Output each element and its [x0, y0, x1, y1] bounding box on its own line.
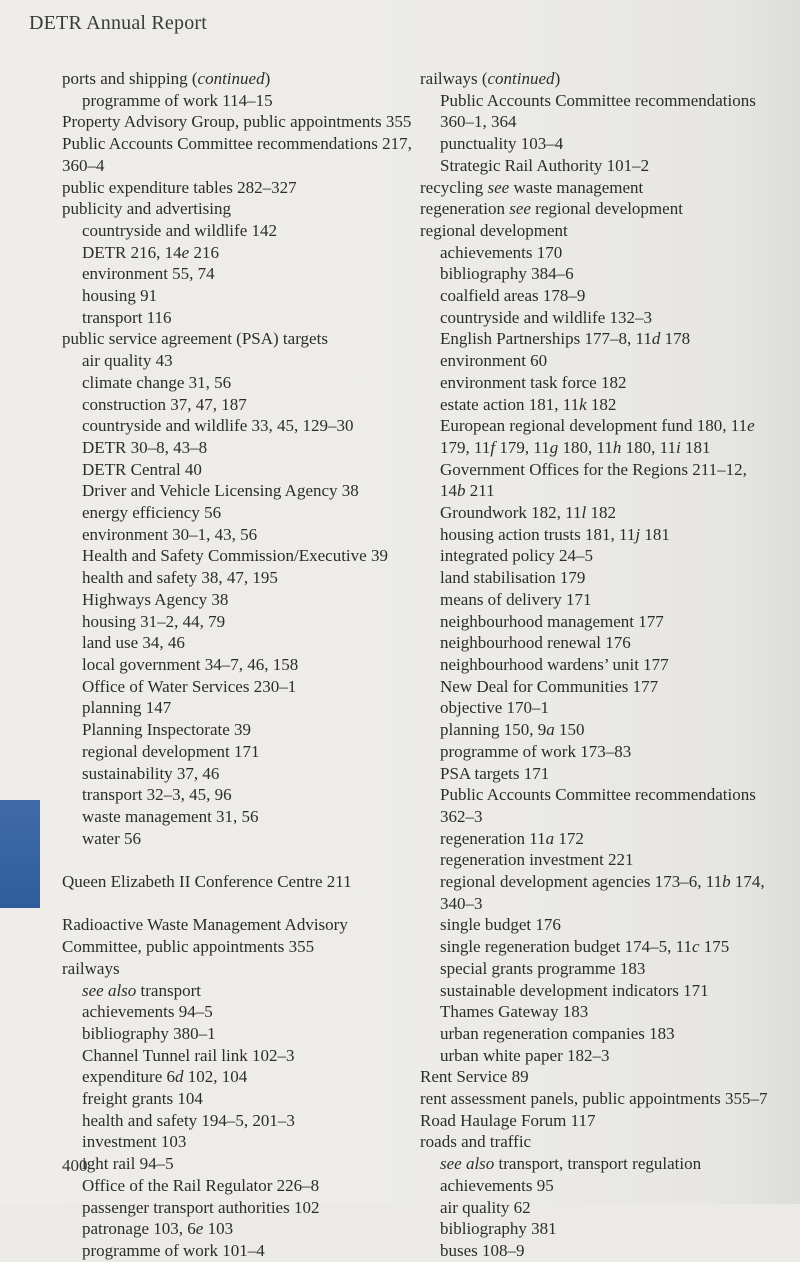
index-column-left: [62, 68, 412, 1262]
index-subentry: objective 170–1: [440, 698, 550, 718]
index-subentry: energy efficiency 56: [82, 503, 222, 523]
index-subentry: achievements 95: [440, 1175, 554, 1195]
index-spacer: [62, 893, 412, 915]
index-entry: railways (continued): [420, 69, 561, 88]
index-subentry: regional development 171: [82, 741, 260, 761]
section-tab-marker: [0, 800, 40, 908]
index-subentry: programme of work 101–4: [82, 1240, 265, 1260]
index-subentry: environment 30–1, 43, 56: [82, 524, 258, 544]
index-subentry: passenger transport authorities 102: [82, 1197, 320, 1217]
index-subentry: Channel Tunnel rail link 102–3: [82, 1045, 295, 1065]
index-spacer: [62, 849, 412, 871]
index-subentry: 360–1, 364: [440, 112, 517, 132]
index-entry: Rent Service 89: [420, 1067, 529, 1087]
index-subentry: DETR 30–8, 43–8: [82, 437, 208, 457]
index-subentry: water 56: [82, 828, 142, 848]
index-subentry: air quality 62: [440, 1197, 531, 1217]
index-subentry: coalfield areas 178–9: [440, 286, 586, 306]
index-subentry: sustainability 37, 46: [82, 763, 220, 783]
index-subentry: bibliography 380–1: [82, 1023, 216, 1043]
index-subentry: freight grants 104: [82, 1089, 203, 1109]
index-subentry: achievements 94–5: [82, 1002, 213, 1022]
index-subentry: Driver and Vehicle Licensing Agency 38: [82, 481, 359, 501]
index-subentry: sustainable development indicators 171: [440, 980, 709, 1000]
index-subentry: neighbourhood renewal 176: [440, 633, 631, 653]
index-subentry: Planning Inspectorate 39: [82, 720, 252, 740]
index-subentry: local government 34–7, 46, 158: [82, 654, 299, 674]
index-subentry: air quality 43: [82, 351, 173, 371]
index-subentry: countryside and wildlife 33, 45, 129–30: [82, 416, 354, 436]
index-subentry: means of delivery 171: [440, 589, 592, 609]
index-column-right: [420, 68, 792, 1262]
index-entry: railways: [62, 958, 120, 978]
index-subentry: countryside and wildlife 132–3: [440, 307, 652, 327]
index-subentry: bibliography 384–6: [440, 264, 574, 284]
index-subentry: climate change 31, 56: [82, 372, 232, 392]
index-subentry: environment 55, 74: [82, 264, 215, 284]
index-subentry: 340–3: [440, 893, 483, 913]
index-entry: Road Haulage Forum 117: [420, 1110, 596, 1130]
index-subentry: environment 60: [440, 351, 548, 371]
index-entry: public service agreement (PSA) targets: [62, 329, 328, 349]
index-subentry: housing 31–2, 44, 79: [82, 611, 226, 631]
index-entry: rent assessment panels, public appointments 355–7: [420, 1089, 768, 1109]
index-subentry: transport 116: [82, 307, 172, 327]
index-subentry: Office of the Rail Regulator 226–8: [82, 1175, 320, 1195]
index-subentry: urban white paper 182–3: [440, 1045, 610, 1065]
index-subentry: neighbourhood management 177: [440, 611, 664, 631]
index-subentry: Office of Water Services 230–1: [82, 676, 297, 696]
index-subentry: see also transport: [82, 980, 201, 1000]
index-entry: public expenditure tables 282–327: [62, 177, 297, 197]
index-entry: 360–4: [62, 155, 105, 175]
page-number: 400: [62, 1156, 88, 1175]
index-subentry: English Partnerships 177–8, 11d 178: [440, 329, 691, 349]
index-subentry: buses 108–9: [440, 1240, 525, 1260]
index-entry: Public Accounts Committee recommendations 217,: [62, 134, 412, 154]
index-subentry: bibliography 381: [440, 1219, 557, 1239]
index-subentry: ight rail 94–5: [82, 1154, 174, 1174]
index-subentry: health and safety 194–5, 201–3: [82, 1110, 295, 1130]
index-subentry: DETR 216, 14e 216: [82, 242, 219, 262]
index-subentry: Strategic Rail Authority 101–2: [440, 155, 650, 175]
index-subentry: regional development agencies 173–6, 11b 174,: [440, 872, 765, 892]
index-entry: Radioactive Waste Management Advisory: [62, 915, 348, 935]
index-entry: regional development: [420, 220, 568, 240]
index-subentry: Highways Agency 38: [82, 589, 229, 609]
index-subentry: achievements 170: [440, 242, 563, 262]
index-subentry: expenditure 6d 102, 104: [82, 1067, 248, 1087]
index-subentry: see also transport, transport regulation: [440, 1154, 702, 1174]
index-subentry: Groundwork 182, 11l 182: [440, 503, 616, 523]
index-subentry: programme of work 173–83: [440, 741, 632, 761]
index-subentry: European regional development fund 180, 11e: [440, 416, 755, 436]
index-subentry: integrated policy 24–5: [440, 546, 593, 566]
index-subentry: Health and Safety Commission/Executive 39: [82, 546, 388, 566]
index-subentry: investment 103: [82, 1132, 187, 1152]
index-subentry: waste management 31, 56: [82, 806, 259, 826]
index-entry: roads and traffic: [420, 1132, 532, 1152]
index-subentry: land stabilisation 179: [440, 568, 586, 588]
index-subentry: estate action 181, 11k 182: [440, 394, 617, 414]
index-subentry: regeneration 11a 172: [440, 828, 584, 848]
index-subentry: 179, 11f 179, 11g 180, 11h 180, 11i 181: [440, 437, 711, 457]
index-subentry: single regeneration budget 174–5, 11c 175: [440, 937, 730, 957]
index-subentry: 362–3: [440, 806, 483, 826]
index-subentry: New Deal for Communities 177: [440, 676, 659, 696]
index-entry: Queen Elizabeth II Conference Centre 211: [62, 872, 352, 891]
index-subentry: construction 37, 47, 187: [82, 394, 247, 414]
index-subentry: programme of work 114–15: [82, 90, 273, 110]
index-subentry: punctuality 103–4: [440, 134, 564, 154]
index-subentry: housing action trusts 181, 11j 181: [440, 524, 670, 544]
index-subentry: transport 32–3, 45, 96: [82, 785, 232, 805]
index-subentry: health and safety 38, 47, 195: [82, 568, 278, 588]
index-subentry: urban regeneration companies 183: [440, 1023, 675, 1043]
index-subentry: PSA targets 171: [440, 763, 550, 783]
index-subentry: countryside and wildlife 142: [82, 220, 277, 240]
index-entry: publicity and advertising: [62, 199, 232, 219]
index-subentry: land use 34, 46: [82, 633, 185, 653]
index-subentry: special grants programme 183: [440, 958, 646, 978]
index-subentry: housing 91: [82, 286, 158, 306]
index-entry: ports and shipping (continued): [62, 69, 271, 88]
running-header: DETR Annual Report: [29, 12, 208, 34]
index-subentry: Public Accounts Committee recommendations: [440, 785, 756, 805]
index-subentry: neighbourhood wardens’ unit 177: [440, 654, 669, 674]
index-subentry: DETR Central 40: [82, 459, 202, 479]
index-subentry: Public Accounts Committee recommendations: [440, 90, 756, 110]
index-subentry: planning 150, 9a 150: [440, 720, 585, 740]
index-subentry: regeneration investment 221: [440, 850, 634, 870]
index-subentry: planning 147: [82, 698, 172, 718]
index-entry: regeneration see regional development: [420, 199, 683, 219]
index-subentry: Thames Gateway 183: [440, 1002, 589, 1022]
index-subentry: patronage 103, 6e 103: [82, 1219, 234, 1239]
index-subentry: environment task force 182: [440, 372, 627, 392]
index-entry: recycling see waste management: [420, 177, 644, 197]
index-entry: Property Advisory Group, public appointments 355: [62, 112, 412, 132]
index-entry: Committee, public appointments 355: [62, 937, 315, 957]
index-subentry: 14b 211: [440, 481, 495, 501]
index-subentry: single budget 176: [440, 915, 561, 935]
index-subentry: Government Offices for the Regions 211–12,: [440, 459, 747, 479]
